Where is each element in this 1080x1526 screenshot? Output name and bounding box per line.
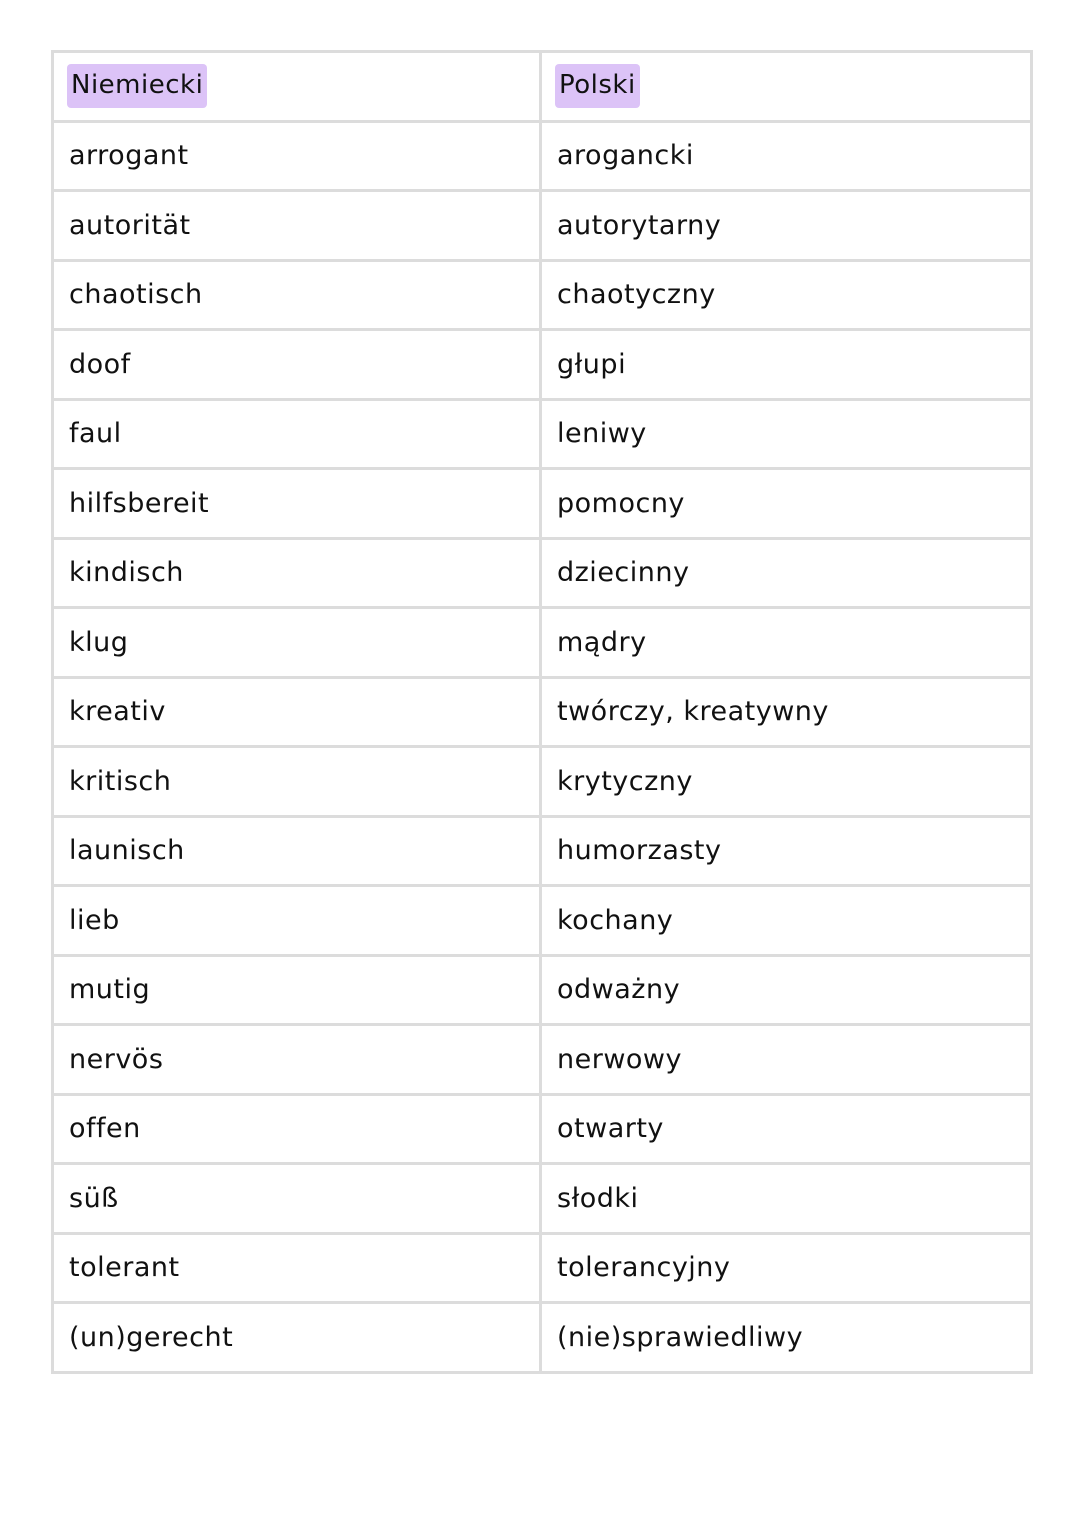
- german-word-cell: lieb: [53, 886, 541, 956]
- table-row: [53, 816, 1032, 886]
- table-row: [53, 886, 1032, 956]
- polish-word-cell: nerwowy: [541, 1025, 1032, 1095]
- polish-word-cell: autorytarny: [541, 191, 1032, 261]
- polish-word-cell: twórczy, kreatywny: [541, 677, 1032, 747]
- table-row: [53, 330, 1032, 400]
- polish-word-cell: kochany: [541, 886, 1032, 956]
- polish-word-cell: słodki: [541, 1164, 1032, 1234]
- polish-word-cell: otwarty: [541, 1094, 1032, 1164]
- table-row: [53, 747, 1032, 817]
- table-row: [53, 260, 1032, 330]
- polish-word-cell: arogancki: [541, 121, 1032, 191]
- german-word-cell: (un)gerecht: [53, 1303, 541, 1373]
- table-row: [53, 538, 1032, 608]
- german-word-cell: arrogant: [53, 121, 541, 191]
- table-row: [53, 677, 1032, 747]
- table-row: [53, 1164, 1032, 1234]
- german-word-cell: kindisch: [53, 538, 541, 608]
- german-word-cell: offen: [53, 1094, 541, 1164]
- german-word-cell: mutig: [53, 955, 541, 1025]
- header-polish: Polski: [555, 64, 640, 108]
- german-word-cell: faul: [53, 399, 541, 469]
- german-word-cell: süß: [53, 1164, 541, 1234]
- polish-word-cell: odważny: [541, 955, 1032, 1025]
- german-word-cell: kreativ: [53, 677, 541, 747]
- german-word-cell: klug: [53, 608, 541, 678]
- german-word-cell: doof: [53, 330, 541, 400]
- polish-word-cell: leniwy: [541, 399, 1032, 469]
- polish-word-cell: pomocny: [541, 469, 1032, 539]
- header-cell-polish: [541, 52, 1032, 122]
- polish-word-cell: krytyczny: [541, 747, 1032, 817]
- table-row: [53, 608, 1032, 678]
- vocabulary-table: [51, 50, 1033, 1374]
- german-word-cell: hilfsbereit: [53, 469, 541, 539]
- table-row: [53, 1303, 1032, 1373]
- polish-word-cell: tolerancyjny: [541, 1233, 1032, 1303]
- polish-word-cell: głupi: [541, 330, 1032, 400]
- table-row: [53, 469, 1032, 539]
- polish-word-cell: chaotyczny: [541, 260, 1032, 330]
- table-row: [53, 191, 1032, 261]
- german-word-cell: autorität: [53, 191, 541, 261]
- header-german: Niemiecki: [67, 64, 207, 108]
- table-row: [53, 955, 1032, 1025]
- table-row: [53, 121, 1032, 191]
- polish-word-cell: (nie)sprawiedliwy: [541, 1303, 1032, 1373]
- header-row: [53, 52, 1032, 122]
- german-word-cell: nervös: [53, 1025, 541, 1095]
- table-row: [53, 1094, 1032, 1164]
- header-cell-german: [53, 52, 541, 122]
- polish-word-cell: dziecinny: [541, 538, 1032, 608]
- german-word-cell: chaotisch: [53, 260, 541, 330]
- german-word-cell: kritisch: [53, 747, 541, 817]
- german-word-cell: tolerant: [53, 1233, 541, 1303]
- vocabulary-table-body: [53, 52, 1032, 1373]
- german-word-cell: launisch: [53, 816, 541, 886]
- polish-word-cell: humorzasty: [541, 816, 1032, 886]
- polish-word-cell: mądry: [541, 608, 1032, 678]
- table-row: [53, 1025, 1032, 1095]
- table-row: [53, 1233, 1032, 1303]
- table-row: [53, 399, 1032, 469]
